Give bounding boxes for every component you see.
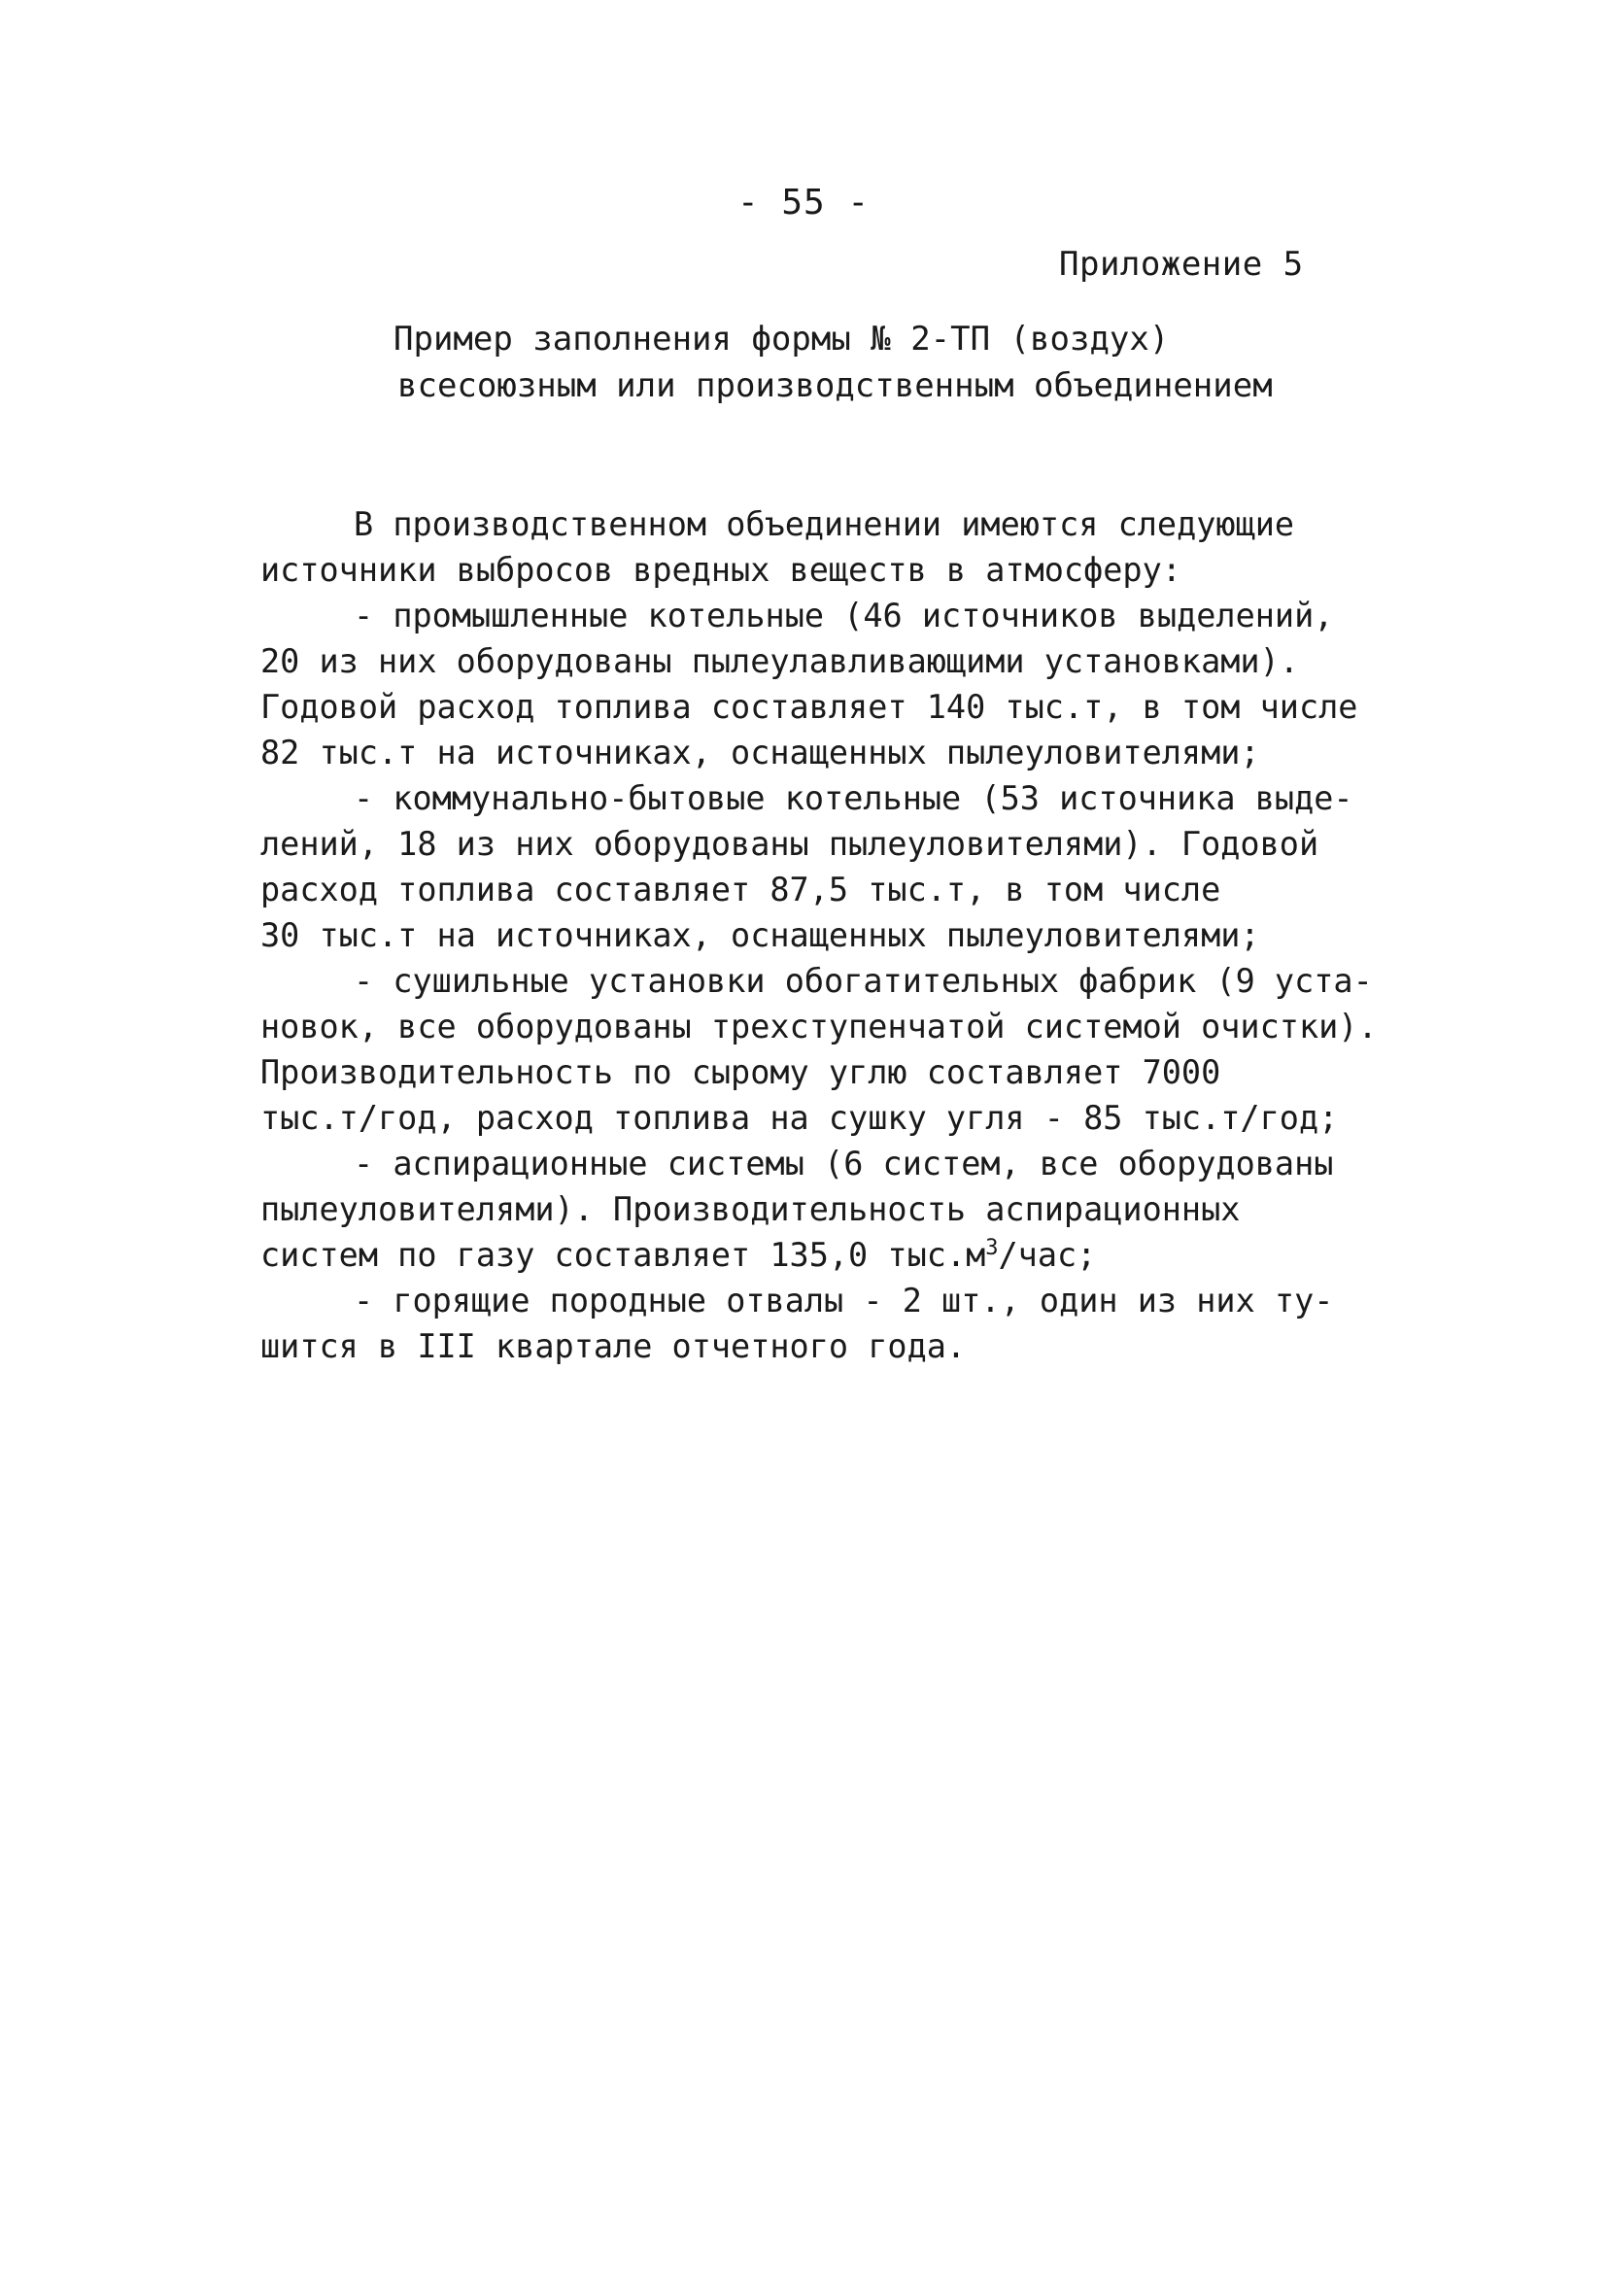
body-line: Производительность по сырому углю составляет 7000 <box>260 1053 1221 1091</box>
superscript-three: 3 <box>985 1235 999 1260</box>
body-line: Годовой расход топлива составляет 140 тыс.т, в том числе <box>260 688 1358 726</box>
page-number: - 55 - <box>736 183 871 223</box>
body-line: - аспирационные системы (6 систем, все оборудованы <box>354 1145 1334 1182</box>
body-line: расход топлива составляет 87,5 тыс.т, в том числе <box>260 871 1221 908</box>
body-line: - горящие породные отвалы - 2 шт., один из них ту- <box>354 1282 1334 1319</box>
body-line: новок, все оборудованы трехступенчатой системой очистки). <box>260 1008 1378 1045</box>
appendix-label: Приложение 5 <box>1059 245 1304 284</box>
body-line-tail: /час; <box>998 1236 1097 1274</box>
body-line: В производственном объединении имеются следующие <box>354 505 1295 543</box>
title-line-2: всесоюзным или производственным объединением <box>397 366 1273 405</box>
body-line: - промышленные котельные (46 источников выделений, <box>354 597 1334 634</box>
body-line-text: систем по газу составляет 135,0 тыс.м <box>260 1236 986 1274</box>
document-title <box>393 316 1273 409</box>
body-line: шится в III квартале отчетного года. <box>260 1327 967 1365</box>
body-line: 82 тыс.т на источниках, оснащенных пылеуловителями; <box>260 734 1260 771</box>
title-line-1: Пример заполнения формы № 2-ТП (воздух) <box>393 320 1170 359</box>
body-line: 20 из них оборудованы пылеулавливающими установками). <box>260 642 1299 680</box>
body-line: источники выбросов вредных веществ в атмосферу: <box>260 551 1181 589</box>
body-line: тыс.т/год, расход топлива на сушку угля - 85 тыс.т/год; <box>260 1099 1339 1137</box>
body-line: пылеуловителями). Производительность аспирационных <box>260 1190 1241 1228</box>
body-line: - коммунально-бытовые котельные (53 источника выде- <box>354 779 1353 817</box>
body-line-with-superscript <box>260 1232 1368 1278</box>
body-line: 30 тыс.т на источниках, оснащенных пылеуловителями; <box>260 916 1260 954</box>
body-line: - сушильные установки обогатительных фабрик (9 уста- <box>354 962 1373 1000</box>
body-paragraphs <box>260 501 1378 1369</box>
body-line: лений, 18 из них оборудованы пылеуловителями). Годовой <box>260 825 1319 863</box>
